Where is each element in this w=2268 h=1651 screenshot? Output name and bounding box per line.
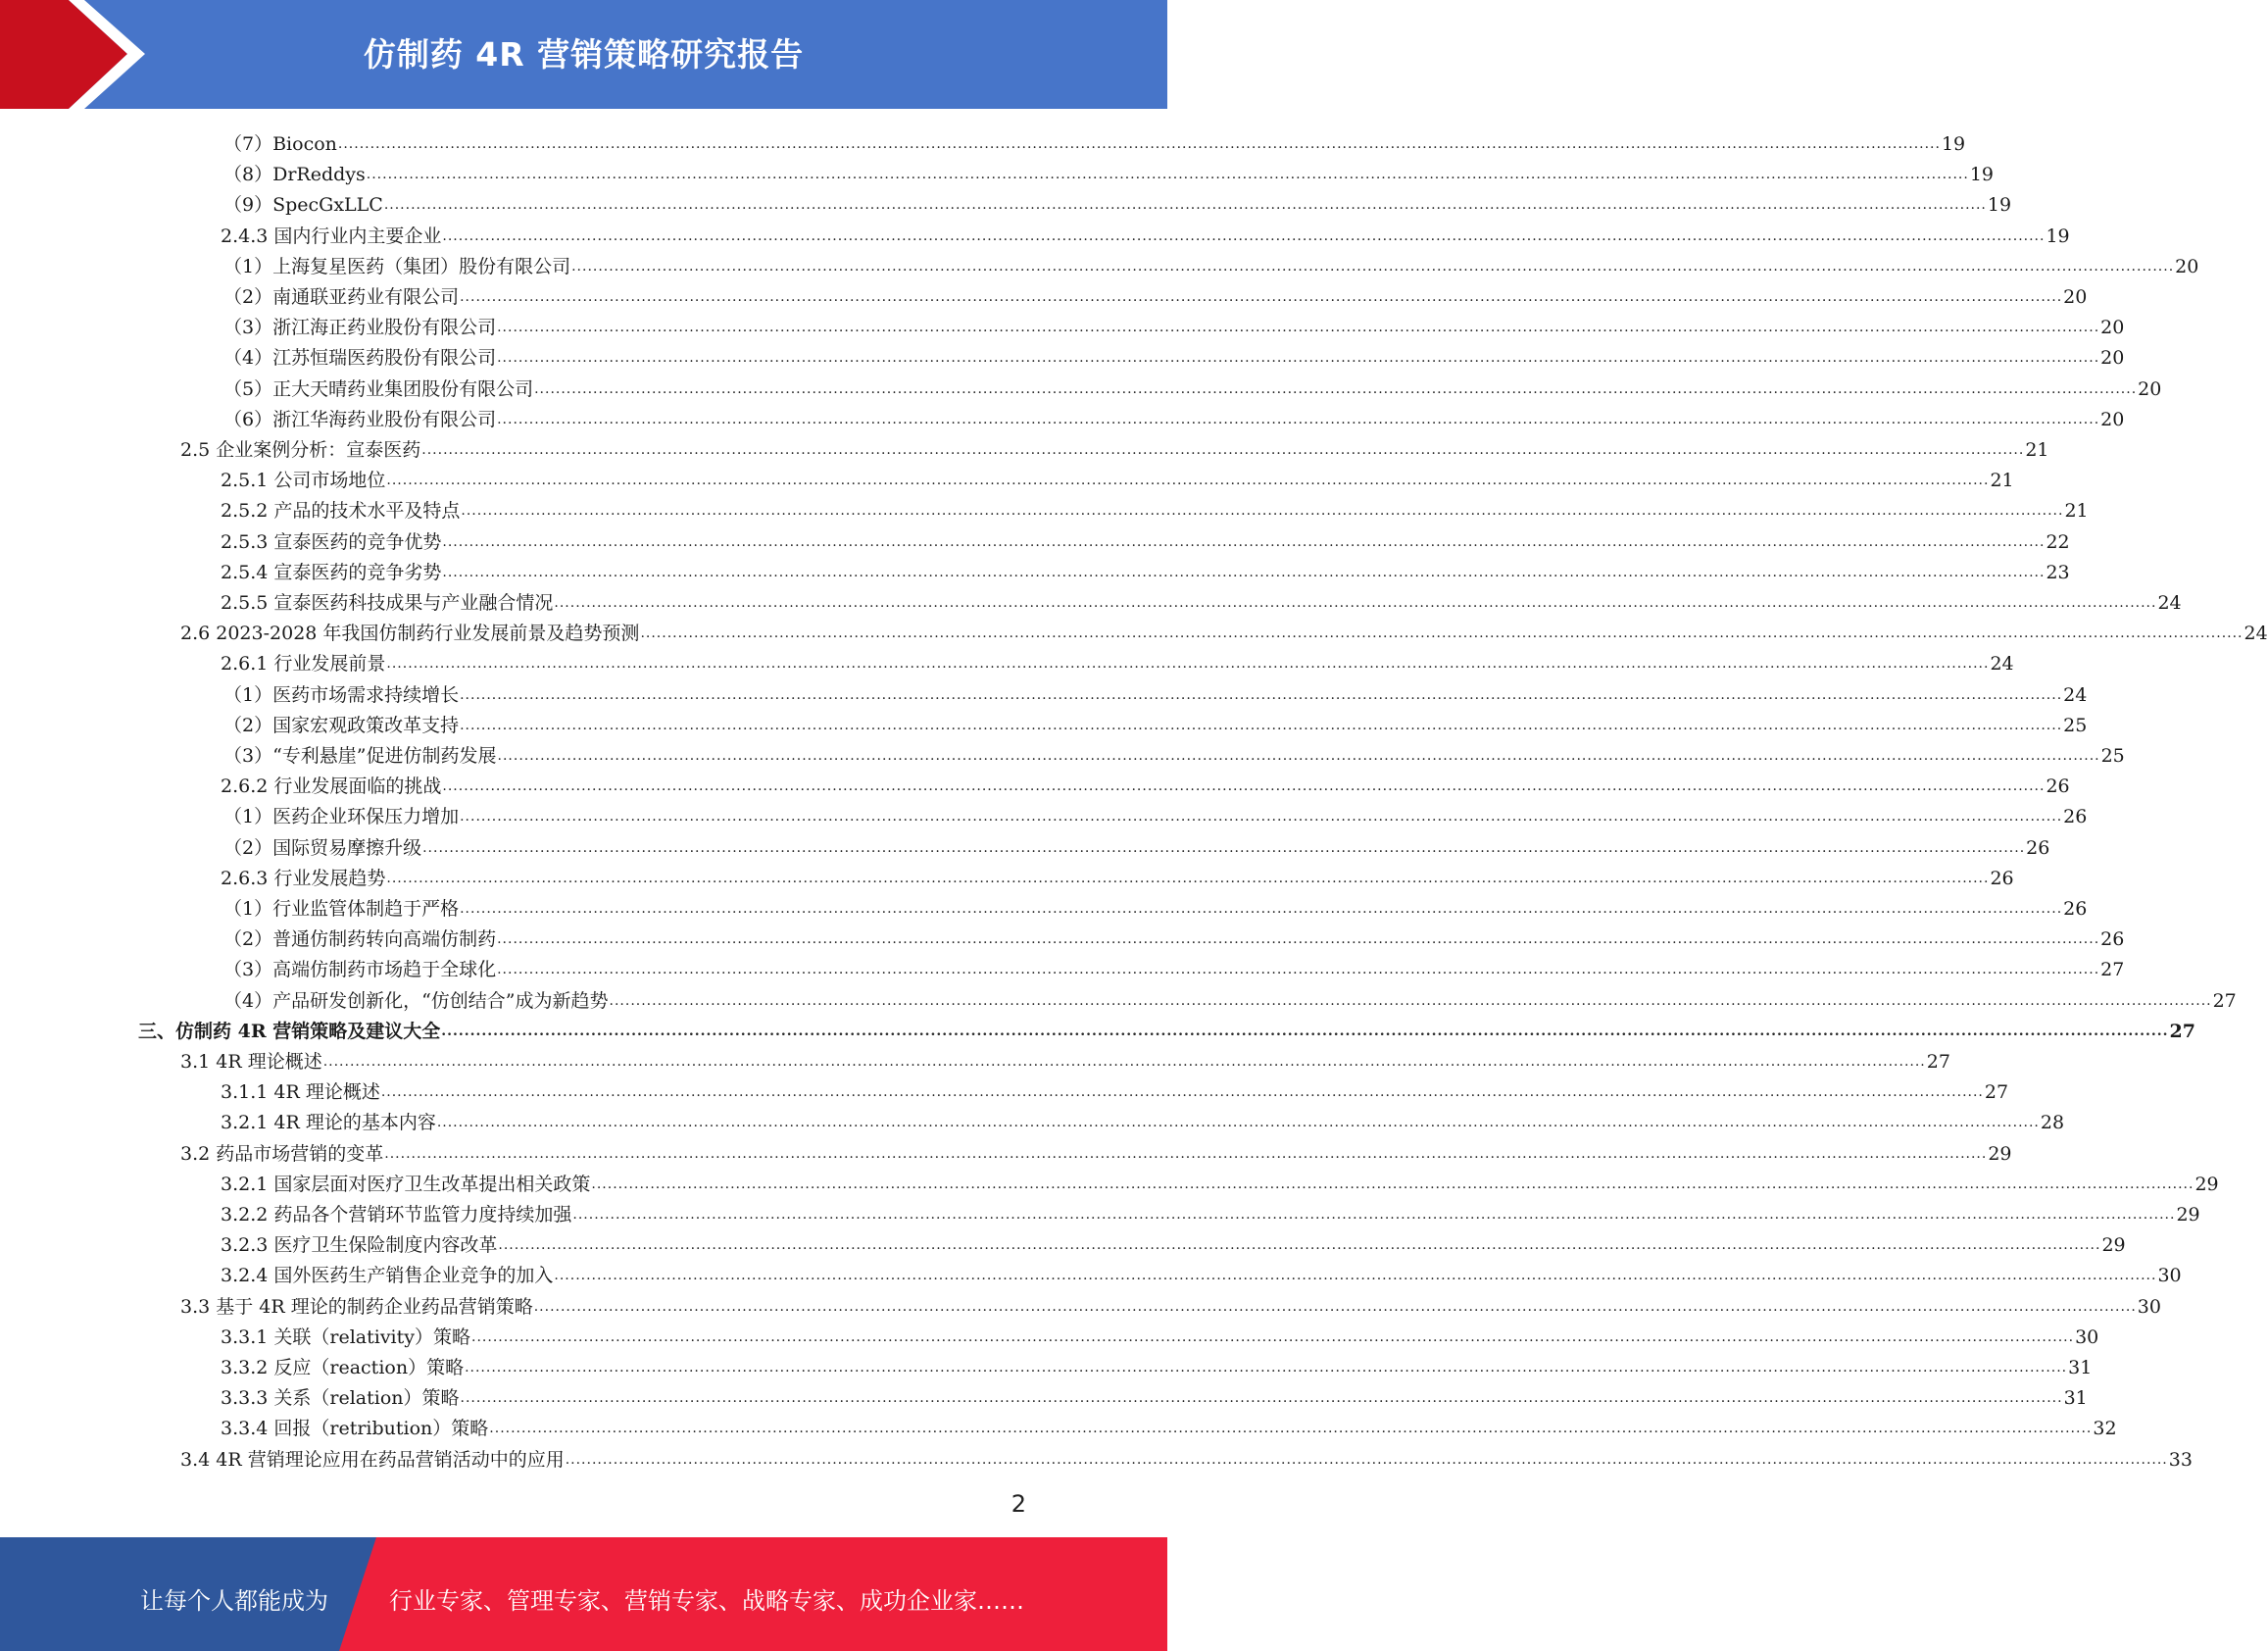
toc-leader-dots: ............................................................................................................................................................................................................................................................................................................ — [442, 778, 2046, 795]
toc-entry-page: 20 — [2100, 317, 2125, 339]
toc-entry-label: （6）浙江华海药业股份有限公司 — [223, 408, 497, 430]
toc-entry[interactable] — [221, 645, 2014, 675]
toc-leader-dots: ............................................................................................................................................................................................................................................................................................................ — [460, 901, 2063, 917]
toc-entry-label: 2.5.4 宣泰医药的竞争劣势 — [221, 561, 442, 583]
toc-entry-page: 25 — [2100, 745, 2125, 767]
toc-entry-label: 3.3.3 关系（relation）策略 — [221, 1387, 460, 1410]
toc-leader-dots: ............................................................................................................................................................................................................................................................................................................ — [572, 1207, 2176, 1223]
toc-entry-label: 2.5.2 产品的技术水平及特点 — [221, 500, 461, 523]
toc-entry[interactable] — [221, 218, 2070, 248]
toc-entry[interactable] — [223, 248, 2199, 278]
toc-entry[interactable] — [180, 1288, 2161, 1319]
toc-entry-page: 25 — [2063, 714, 2088, 736]
toc-leader-dots: ............................................................................................................................................................................................................................................................................................................ — [497, 411, 2100, 427]
toc-entry-label: （1）医药市场需求持续增长 — [223, 683, 460, 706]
toc-entry[interactable] — [221, 554, 2070, 584]
toc-leader-dots: ............................................................................................................................................................................................................................................................................................................ — [380, 1084, 1984, 1101]
toc-entry-page: 19 — [1987, 194, 2012, 217]
toc-entry-page: 26 — [2026, 836, 2050, 859]
toc-entry-label: （2）国家宏观政策改革支持 — [223, 714, 460, 736]
toc-entry-label: （2）南通联亚药业有限公司 — [223, 286, 460, 308]
toc-entry[interactable] — [223, 921, 2125, 951]
toc-entry-page: 21 — [1990, 470, 2014, 492]
toc-entry-page: 26 — [2100, 928, 2125, 951]
toc-leader-dots: ............................................................................................................................................................................................................................................................................................................ — [497, 931, 2100, 948]
toc-entry-page: 26 — [2063, 806, 2088, 828]
toc-entry[interactable] — [223, 125, 1966, 156]
toc-entry[interactable] — [221, 1166, 2219, 1196]
toc-entry[interactable] — [221, 1319, 2099, 1349]
toc-leader-dots: ............................................................................................................................................................................................................................................................................................................ — [460, 809, 2063, 826]
toc-entry-page: 29 — [2194, 1173, 2219, 1195]
toc-entry-label: 2.6.1 行业发展前景 — [221, 653, 386, 675]
toc-leader-dots: ............................................................................................................................................................................................................................................................................................................ — [337, 136, 1941, 152]
toc-leader-dots: ............................................................................................................................................................................................................................................................................................................ — [497, 350, 2100, 367]
toc-leader-dots: ............................................................................................................................................................................................................................................................................................................ — [471, 1328, 2075, 1345]
toc-leader-dots: ............................................................................................................................................................................................................................................................................................................ — [386, 473, 1990, 489]
toc-entry-label: （2）普通仿制药转向高端仿制药 — [223, 928, 497, 951]
toc-leader-dots: ............................................................................................................................................................................................................................................................................................................ — [609, 992, 2212, 1009]
toc-entry-page: 27 — [1926, 1051, 1950, 1073]
toc-entry-label: 3.2.3 医疗卫生保险制度内容改革 — [221, 1234, 498, 1257]
toc-entry[interactable] — [180, 1043, 1950, 1074]
toc-leader-dots: ............................................................................................................................................................................................................................................................................................................ — [497, 748, 2100, 764]
toc-entry-page: 30 — [2157, 1265, 2182, 1287]
toc-leader-dots: ............................................................................................................................................................................................................................................................................................................ — [554, 595, 2157, 611]
toc-leader-dots: ............................................................................................................................................................................................................................................................................................................ — [442, 564, 2046, 580]
toc-entry[interactable] — [180, 431, 2049, 462]
toc-entry-label: （1）医药企业环保压力增加 — [223, 806, 460, 828]
toc-entry-page: 20 — [2100, 347, 2125, 370]
toc-entry[interactable] — [223, 798, 2088, 828]
toc-entry[interactable] — [223, 278, 2088, 309]
toc-leader-dots: ............................................................................................................................................................................................................................................................................................................ — [383, 197, 1987, 214]
toc-leader-dots: ............................................................................................................................................................................................................................................................................................................ — [534, 380, 2138, 397]
toc-entry-page: 27 — [2100, 959, 2125, 981]
toc-entry-page: 27 — [2212, 989, 2237, 1012]
toc-entry[interactable] — [223, 339, 2125, 370]
toc-leader-dots: ............................................................................................................................................................................................................................................................................................................ — [461, 503, 2064, 520]
toc-entry[interactable] — [223, 186, 2012, 217]
toc-entry-page: 31 — [2063, 1387, 2088, 1410]
toc-leader-dots: ............................................................................................................................................................................................................................................................................................................ — [571, 258, 2175, 275]
toc-entry-label: （8）DrReddys — [223, 164, 366, 186]
page-number: 2 — [1011, 1490, 1026, 1518]
toc-entry[interactable] — [221, 524, 2070, 554]
toc-leader-dots: ............................................................................................................................................................................................................................................................................................................ — [386, 870, 1990, 886]
toc-leader-dots: ............................................................................................................................................................................................................................................................................................................ — [384, 1145, 1988, 1162]
toc-entry[interactable] — [221, 1410, 2117, 1440]
toc-entry-label: 3.3.4 回报（retribution）策略 — [221, 1418, 489, 1440]
toc-leader-dots: ............................................................................................................................................................................................................................................................................................................ — [422, 839, 2026, 856]
toc-entry-label: 2.6.3 行业发展趋势 — [221, 867, 386, 889]
toc-entry-page: 24 — [2243, 623, 2268, 645]
toc-entry-label: （9）SpecGxLLC — [223, 194, 383, 217]
toc-leader-dots: ............................................................................................................................................................................................................................................................................................................ — [640, 625, 2243, 642]
toc-entry-label: 2.5.1 公司市场地位 — [221, 470, 386, 492]
toc-entry-label: 2.4.3 国内行业内主要企业 — [221, 225, 442, 247]
toc-entry-page: 31 — [2068, 1357, 2093, 1378]
toc-entry[interactable] — [221, 1379, 2088, 1410]
toc-entry[interactable] — [180, 1135, 2012, 1166]
toc-entry-page: 33 — [2168, 1448, 2193, 1471]
toc-leader-dots: ............................................................................................................................................................................................................................................................................................................ — [460, 289, 2063, 305]
toc-leader-dots: ............................................................................................................................................................................................................................................................................................................ — [436, 1115, 2040, 1131]
toc-entry-page: 20 — [2100, 408, 2125, 430]
toc-entry-label: （3）高端仿制药市场趋于全球化 — [223, 959, 497, 981]
toc-entry-page: 21 — [2064, 500, 2089, 523]
toc-entry[interactable] — [180, 1441, 2193, 1472]
toc-entry-label: 3.3.2 反应（reaction）策略 — [221, 1357, 465, 1378]
toc-leader-dots: ............................................................................................................................................................................................................................................................................................................ — [442, 533, 2046, 550]
toc-entry-page: 24 — [2063, 683, 2088, 706]
toc-entry-page: 32 — [2093, 1418, 2117, 1440]
toc-entry-page: 26 — [1990, 867, 2014, 889]
toc-entry[interactable] — [221, 860, 2014, 890]
toc-entry-label: （4）江苏恒瑞医药股份有限公司 — [223, 347, 497, 370]
toc-entry-page: 20 — [2175, 255, 2199, 277]
toc-entry-label: （1）上海复星医药（集团）股份有限公司 — [223, 255, 571, 277]
toc-leader-dots: ............................................................................................................................................................................................................................................................................................................ — [497, 320, 2100, 336]
toc-entry-page: 20 — [2063, 286, 2088, 308]
toc-entry-page: 30 — [2075, 1326, 2099, 1348]
toc-entry-label: 3.2.2 药品各个营销环节监管力度持续加强 — [221, 1204, 572, 1226]
toc-entry-page: 27 — [2169, 1020, 2195, 1042]
toc-entry[interactable] — [223, 401, 2125, 431]
toc-entry[interactable] — [223, 890, 2088, 921]
toc-entry-label: 3.2.1 国家层面对医疗卫生改革提出相关政策 — [221, 1173, 591, 1195]
toc-entry-label: （7）Biocon — [223, 133, 337, 155]
toc-entry[interactable] — [221, 1257, 2182, 1287]
toc-entry-page: 21 — [2025, 439, 2049, 461]
toc-entry[interactable] — [221, 1074, 2009, 1104]
toc-leader-dots: ............................................................................................................................................................................................................................................................................................................ — [366, 167, 1969, 183]
toc-entry-label: 2.6.2 行业发展面临的挑战 — [221, 775, 442, 798]
toc-entry-page: 22 — [2046, 530, 2070, 553]
toc-leader-dots: ............................................................................................................................................................................................................................................................................................................ — [460, 717, 2063, 733]
toc-entry[interactable] — [223, 982, 2237, 1013]
toc-entry-page: 24 — [1990, 653, 2014, 675]
toc-entry[interactable] — [221, 492, 2089, 523]
toc-entry-page: 30 — [2137, 1295, 2161, 1318]
footer-slogan-right: 行业专家、管理专家、营销专家、战略专家、成功企业家…… — [389, 1587, 1024, 1615]
toc-entry[interactable] — [223, 737, 2125, 768]
toc-entry-page: 26 — [2046, 775, 2070, 798]
toc-leader-dots: ............................................................................................................................................................................................................................................................................................................ — [465, 1360, 2068, 1376]
toc-entry[interactable] — [221, 584, 2182, 615]
toc-entry-page: 28 — [2040, 1112, 2065, 1134]
toc-entry-label: （2）国际贸易摩擦升级 — [223, 836, 422, 859]
toc-entry[interactable] — [138, 1013, 2195, 1043]
toc-entry-label: 3.1.1 4R 理论概述 — [221, 1081, 380, 1104]
toc-entry[interactable] — [223, 156, 1995, 186]
toc-leader-dots: ............................................................................................................................................................................................................................................................................................................ — [498, 1237, 2101, 1254]
toc-entry-label: 3.1 4R 理论概述 — [180, 1051, 322, 1073]
toc-entry[interactable] — [223, 707, 2088, 737]
toc-leader-dots: ............................................................................................................................................................................................................................................................................................................ — [386, 656, 1990, 673]
toc-entry-page: 27 — [1984, 1081, 2009, 1104]
toc-entry-label: 2.5.3 宣泰医药的竞争优势 — [221, 530, 442, 553]
toc-entry[interactable] — [221, 462, 2014, 492]
report-title: 仿制药 4R 营销策略研究报告 — [363, 35, 805, 74]
toc-entry-page: 29 — [2176, 1204, 2200, 1226]
toc-entry[interactable] — [221, 768, 2070, 798]
toc-entry-page: 19 — [1941, 133, 1966, 155]
toc-entry-label: 2.6 2023-2028 年我国仿制药行业发展前景及趋势预测 — [180, 623, 640, 645]
page-footer — [0, 1537, 1167, 1651]
toc-entry-label: （4）产品研发创新化，“仿创结合”成为新趋势 — [223, 989, 609, 1012]
toc-entry-label: 3.2.1 4R 理论的基本内容 — [221, 1112, 436, 1134]
toc-entry-label: 2.5.5 宣泰医药科技成果与产业融合情况 — [221, 592, 554, 614]
toc-entry-label: （5）正大天晴药业集团股份有限公司 — [223, 377, 534, 400]
toc-entry[interactable] — [221, 1349, 2093, 1379]
toc-entry-label: （3）浙江海正药业股份有限公司 — [223, 317, 497, 339]
toc-entry-label: 3.3 基于 4R 理论的制药企业药品营销策略 — [180, 1295, 533, 1318]
toc-leader-dots: ............................................................................................................................................................................................................................................................................................................ — [554, 1268, 2157, 1284]
toc-entry-page: 26 — [2063, 898, 2088, 920]
toc-entry[interactable] — [180, 615, 2268, 645]
toc-entry[interactable] — [223, 951, 2125, 981]
toc-entry[interactable] — [223, 829, 2050, 860]
toc-entry-page: 20 — [2138, 377, 2162, 400]
toc-entry-label: 2.5 企业案例分析：宣泰医药 — [180, 439, 421, 461]
toc-leader-dots: ............................................................................................................................................................................................................................................................................................................ — [460, 686, 2063, 703]
toc-leader-dots: ............................................................................................................................................................................................................................................................................................................ — [421, 442, 2025, 458]
toc-entry-label: 3.2 药品市场营销的变革 — [180, 1142, 384, 1165]
toc-entry-page: 19 — [2046, 225, 2070, 247]
toc-entry[interactable] — [221, 1226, 2126, 1257]
toc-entry-label: 三、仿制药 4R 营销策略及建议大全 — [138, 1020, 441, 1042]
toc-leader-dots: ............................................................................................................................................................................................................................................................................................................ — [565, 1451, 2168, 1468]
toc-entry-page: 29 — [1988, 1142, 2012, 1165]
toc-entry-page: 24 — [2157, 592, 2182, 614]
toc-entry[interactable] — [221, 1104, 2065, 1134]
toc-entry-label: （3）“专利悬崖”促进仿制药发展 — [223, 745, 497, 767]
toc-entry-page: 19 — [1969, 164, 1995, 186]
toc-entry-page: 29 — [2101, 1234, 2126, 1257]
toc-leader-dots: ............................................................................................................................................................................................................................................................................................................ — [497, 962, 2100, 978]
toc-entry-label: 3.3.1 关联（relativity）策略 — [221, 1326, 471, 1348]
toc-leader-dots: ............................................................................................................................................................................................................................................................................................................ — [489, 1421, 2093, 1437]
toc-entry[interactable] — [221, 1196, 2200, 1226]
toc-entry[interactable] — [223, 371, 2162, 401]
toc-entry-label: （1）行业监管体制趋于严格 — [223, 898, 460, 920]
toc-leader-dots: ............................................................................................................................................................................................................................................................................................................ — [591, 1176, 2194, 1192]
toc-leader-dots: ............................................................................................................................................................................................................................................................................................................ — [533, 1298, 2137, 1315]
toc-entry-page: 23 — [2046, 561, 2070, 583]
footer-slogan-left: 让每个人都能成为 — [140, 1587, 328, 1615]
page-header — [0, 0, 1167, 109]
toc-leader-dots: ............................................................................................................................................................................................................................................................................................................ — [441, 1023, 2169, 1039]
toc-entry[interactable] — [223, 676, 2088, 707]
toc-entry-label: 3.2.4 国外医药生产销售企业竞争的加入 — [221, 1265, 554, 1287]
toc-leader-dots: ............................................................................................................................................................................................................................................................................................................ — [460, 1390, 2063, 1407]
toc-entry-label: 3.4 4R 营销理论应用在药品营销活动中的应用 — [180, 1448, 565, 1471]
toc-leader-dots: ............................................................................................................................................................................................................................................................................................................ — [322, 1054, 1926, 1070]
toc-leader-dots: ............................................................................................................................................................................................................................................................................................................ — [442, 227, 2046, 244]
toc-entry[interactable] — [223, 309, 2125, 339]
